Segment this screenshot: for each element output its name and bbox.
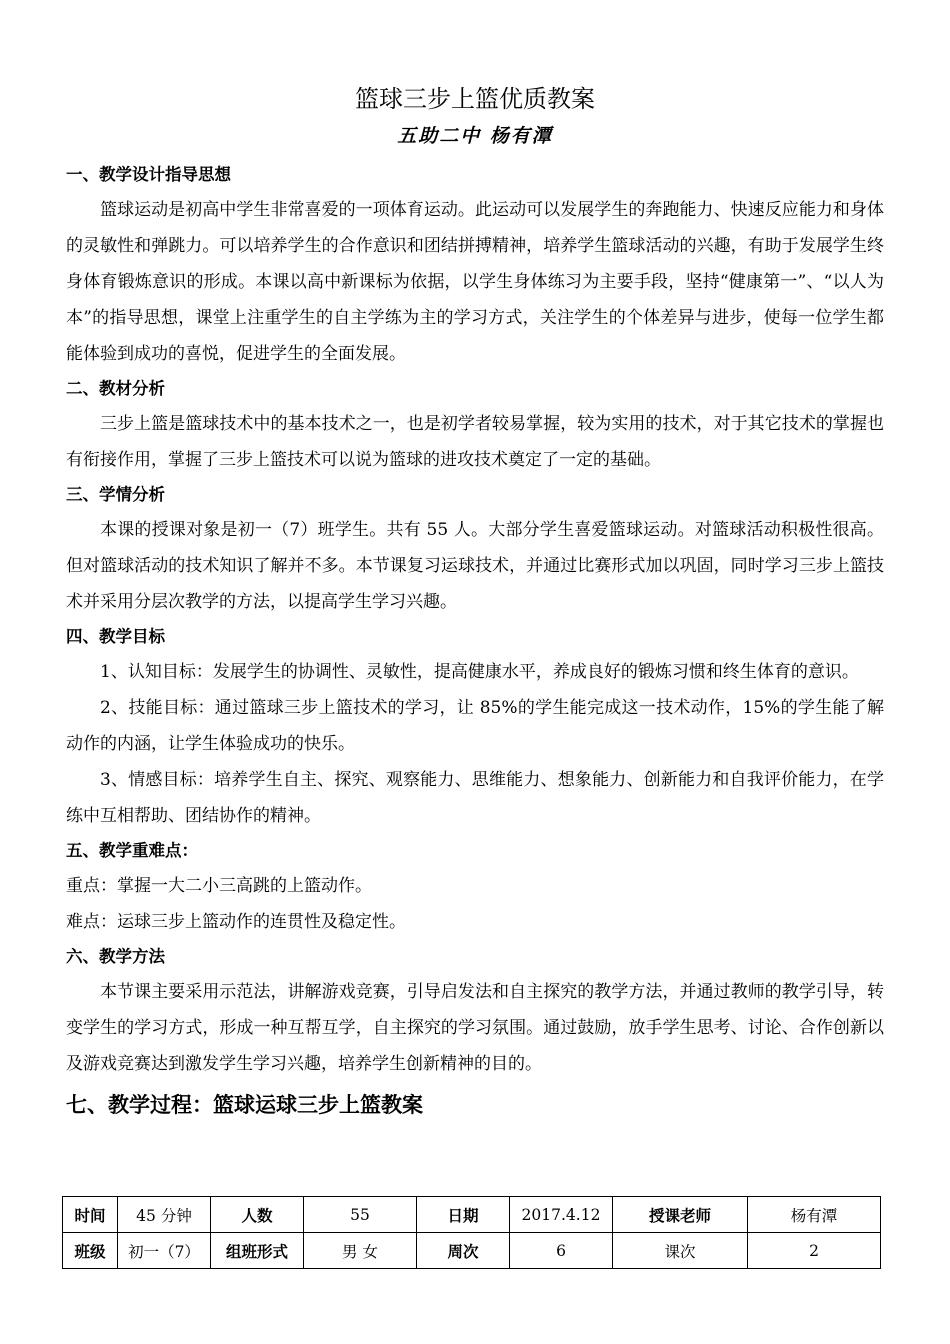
objective-emotion: 3、情感目标：培养学生自主、探究、观察能力、思维能力、想象能力、创新能力和自我评价能力，在学练中互相帮助、团结协作的精神。 xyxy=(66,770,884,826)
key-point: 重点：掌握一大二小三高跳的上篮动作。 xyxy=(66,876,372,896)
section-2-paragraph: 三步上篮是篮球技术中的基本技术之一，也是初学者较易掌握，较为实用的技术，对于其它技术的掌握也有衔接作用，掌握了三步上篮技术可以说为篮球的进攻技术奠定了一定的基础。 xyxy=(66,414,884,470)
table-cell-label: 日期 xyxy=(417,1197,510,1233)
section-6-paragraph: 本节课主要采用示范法，讲解游戏竞赛，引导启发法和自主探究的教学方法，并通过教师的教学引导，转变学生的学习方式，形成一种互帮互学，自主探究的学习氛围。通过鼓励，放手学生思考、讨论、合作创新以及游戏竞赛达到激发学生学习兴趣，培养学生创新精神的目的。 xyxy=(66,982,884,1074)
table-cell-label: 组班形式 xyxy=(211,1233,304,1269)
section-heading-7: 七、教学过程：篮球运球三步上篮教案 xyxy=(66,1093,423,1117)
objective-skill: 2、技能目标：通过篮球三步上篮技术的学习，让 85%的学生能完成这一技术动作，15%的学生能了解动作的内涵，让学生体验成功的快乐。 xyxy=(66,698,884,754)
section-heading-6: 六、教学方法 xyxy=(66,947,165,966)
table-cell: 45 分钟 xyxy=(118,1197,211,1233)
table-cell-label: 授课老师 xyxy=(613,1197,748,1233)
table-cell-label: 人数 xyxy=(211,1197,304,1233)
section-heading-3: 三、学情分析 xyxy=(66,485,165,504)
document-title: 篮球三步上篮优质教案 xyxy=(355,85,595,113)
table-cell: 2017.4.12 xyxy=(510,1197,613,1233)
section-heading-2: 二、教材分析 xyxy=(66,379,165,398)
document-body xyxy=(66,158,884,1128)
table-row xyxy=(63,1197,881,1233)
section-heading-4: 四、教学目标 xyxy=(66,627,165,646)
table-row xyxy=(63,1233,881,1269)
table-cell: 男 女 xyxy=(304,1233,417,1269)
table-cell-label: 周次 xyxy=(417,1233,510,1269)
section-1-paragraph: 篮球运动是初高中学生非常喜爱的一项体育运动。此运动可以发展学生的奔跑能力、快速反应能力和身体的灵敏性和弹跳力。可以培养学生的合作意识和团结拼搏精神，培养学生篮球活动的兴趣，有助于发展学生终身体育锻炼意识的形成。本课以高中新课标为依据，以学生身体练习为主要手段，坚持“健康第一”、“以人为本”的指导思想，课堂上注重学生的自主学练为主的学习方式，关注学生的个体差异与进步，使每一位学生都能体验到成功的喜悦，促进学生的全面发展。 xyxy=(66,200,884,364)
table-cell: 初一（7） xyxy=(118,1233,211,1269)
section-heading-1: 一、教学设计指导思想 xyxy=(66,165,231,184)
objective-cognitive: 1、认知目标：发展学生的协调性、灵敏性，提高健康水平，养成良好的锻炼习惯和终生体育的意识。 xyxy=(100,662,859,682)
section-3-paragraph: 本课的授课对象是初一（7）班学生。共有 55 人。大部分学生喜爱篮球运动。对篮球活动积极性很高。但对篮球活动的技术知识了解并不多。本节课复习运球技术，并通过比赛形式加以巩固，同时学习三步上篮技术并采用分层次教学的方法，以提高学生学习兴趣。 xyxy=(66,520,884,612)
section-heading-5: 五、教学重难点： xyxy=(66,841,198,860)
table-cell: 课次 xyxy=(613,1233,748,1269)
difficult-point: 难点：运球三步上篮动作的连贯性及稳定性。 xyxy=(66,912,406,932)
table-cell-label: 班级 xyxy=(63,1233,118,1269)
table-cell-label: 时间 xyxy=(63,1197,118,1233)
table-cell: 2 xyxy=(748,1233,881,1269)
table-cell: 55 xyxy=(304,1197,417,1233)
document-author: 五助二中 杨有潭 xyxy=(397,125,553,147)
table-cell: 6 xyxy=(510,1233,613,1269)
table-cell: 杨有潭 xyxy=(748,1197,881,1233)
lesson-info-table xyxy=(62,1196,881,1269)
